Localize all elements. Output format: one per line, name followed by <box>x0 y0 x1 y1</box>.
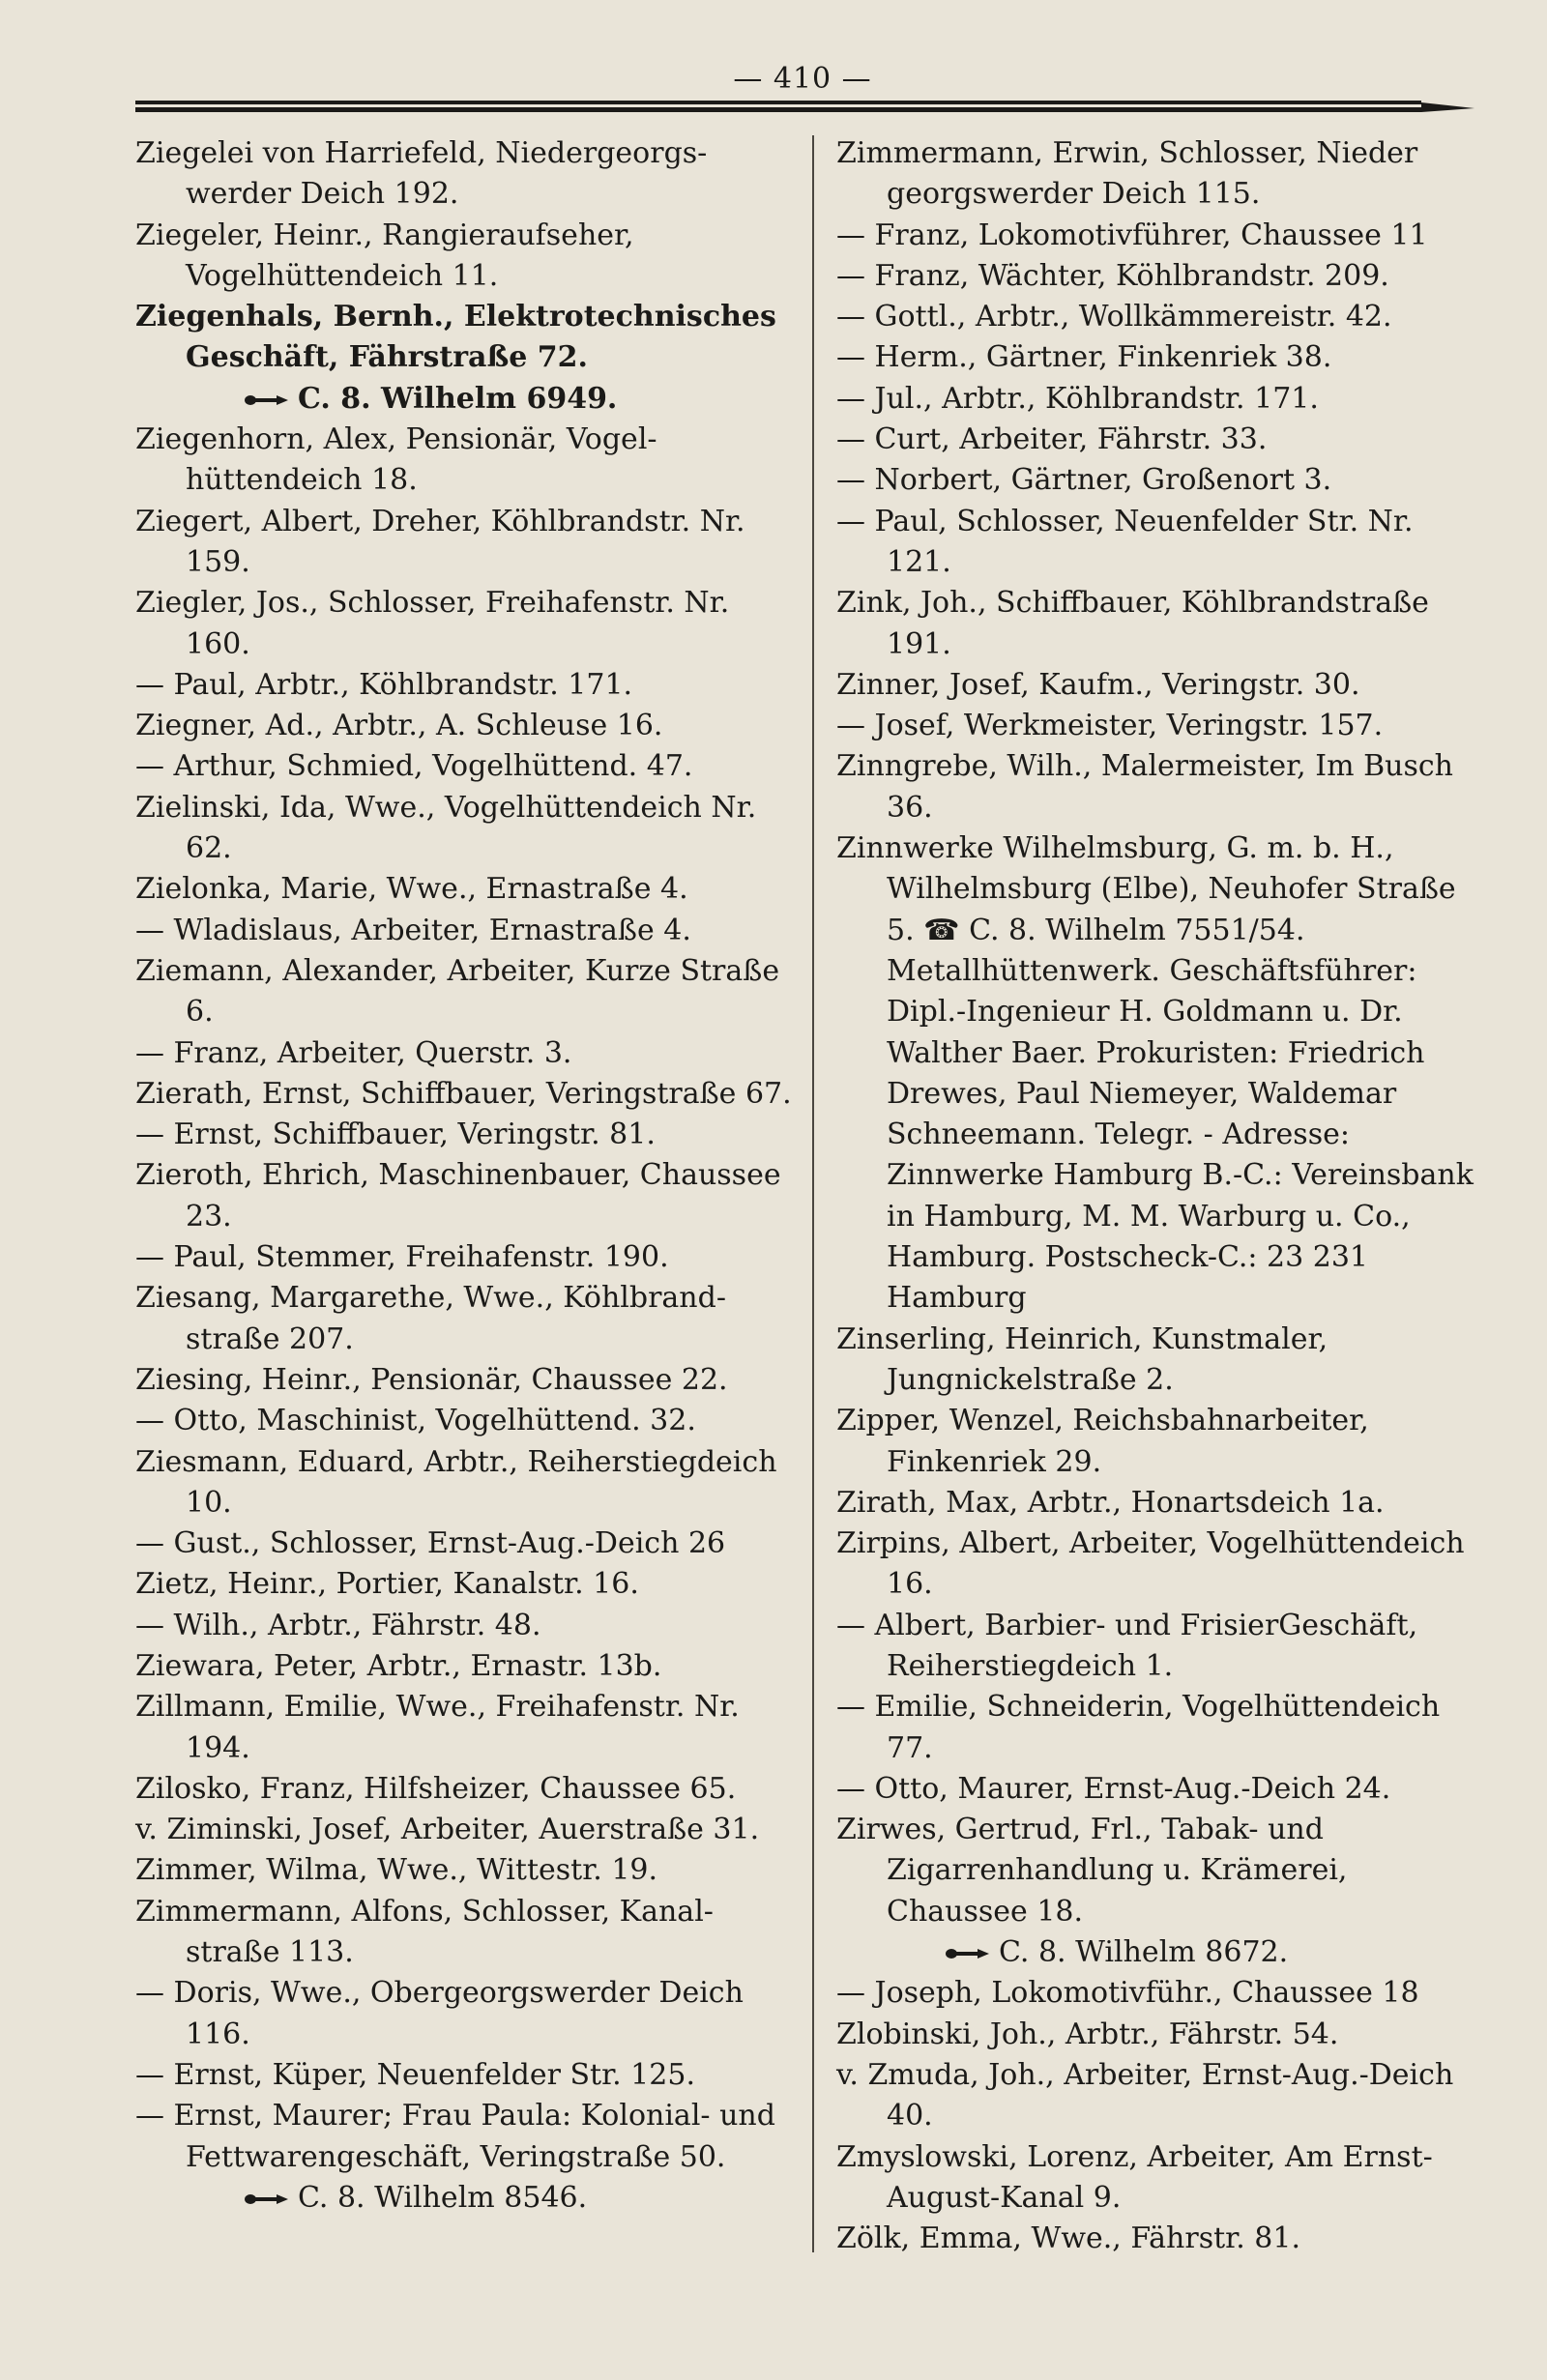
directory-entry: — Franz, Lokomotivführer, Chaussee 11 <box>836 218 1428 252</box>
directory-entry: Zieroth, Ehrich, Maschinenbauer, Chaussee 23. <box>135 1158 781 1234</box>
directory-entry: Zielinski, Ida, Wwe., Vogelhüttendeich Nr. 62. <box>135 790 757 866</box>
directory-entry: — Herm., Gärtner, Finkenriek 38. <box>836 340 1332 375</box>
directory-entry: — Ernst, Küper, Neuenfelder Str. 125. <box>135 2057 695 2092</box>
directory-entry: Zmyslowski, Lorenz, Arbeiter, Am Ernst-August-Kanal 9. <box>836 2139 1433 2215</box>
phone-number: C. 8. Wilhelm 8546. <box>298 2180 588 2215</box>
directory-entry: — Curt, Arbeiter, Fährstr. 33. <box>836 422 1268 457</box>
directory-entry: Zilosko, Franz, Hilfsheizer, Chaussee 65. <box>135 1771 737 1806</box>
phone-number: C. 8. Wilhelm 6949. <box>298 381 618 416</box>
directory-entry: — Doris, Wwe., Obergeorgswerder Deich 116. <box>135 1976 744 2051</box>
directory-entry: v. Zmuda, Joh., Arbeiter, Ernst-Aug.-Deich 40. <box>836 2057 1454 2133</box>
directory-entry: — Paul, Schlosser, Neuenfelder Str. Nr. 121. <box>836 504 1414 579</box>
directory-entry: — Gottl., Arbtr., Wollkämmereistr. 42. <box>836 300 1392 334</box>
telephone-icon <box>244 393 290 407</box>
directory-entry: Ziewara, Peter, Arbtr., Ernastr. 13b. <box>135 1648 662 1683</box>
directory-entry: — Wilh., Arbtr., Fährstr. 48. <box>135 1608 541 1642</box>
directory-entry: Zimmermann, Alfons, Schlosser, Kanalstraße 113. <box>135 1894 714 1970</box>
directory-entry: — Albert, Barbier- und FrisierGeschäft, Reiherstiegdeich 1. <box>836 1608 1418 1683</box>
phone-line <box>836 1932 1479 1973</box>
column-divider <box>812 135 814 2252</box>
directory-entry: Zietz, Heinr., Portier, Kanalstr. 16. <box>135 1567 639 1602</box>
directory-entry: v. Ziminski, Josef, Arbeiter, Auerstraße 31. <box>135 1813 760 1847</box>
directory-entry: — Jul., Arbtr., Köhlbrandstr. 171. <box>836 381 1319 416</box>
directory-entry: — Gust., Schlosser, Ernst-Aug.-Deich 26 <box>135 1526 726 1561</box>
directory-entry: Zimmer, Wilma, Wwe., Wittestr. 19. <box>135 1853 658 1888</box>
directory-entry: — Paul, Arbtr., Köhlbrandstr. 171. <box>135 667 633 702</box>
telephone-icon <box>945 1947 991 1960</box>
phone-number: C. 8. Wilhelm 8672. <box>999 1935 1289 1970</box>
phone-line <box>135 379 795 420</box>
telephone-icon <box>244 2192 290 2206</box>
directory-entry: Ziesang, Margarethe, Wwe., Köhlbrandstraße 207. <box>135 1281 726 1356</box>
directory-entry: Zirpins, Albert, Arbeiter, Vogelhüttendeich 16. <box>836 1526 1465 1602</box>
directory-entry: Ziegner, Ad., Arbtr., A. Schleuse 16. <box>135 709 663 743</box>
directory-entry: Zierath, Ernst, Schiffbauer, Veringstraße 67. <box>135 1076 792 1111</box>
directory-entry: Zimmermann, Erwin, Schlosser, Nieder georgswerder Deich 115. <box>836 136 1418 212</box>
directory-entry: Zink, Joh., Schiffbauer, Köhlbrandstraße 191. <box>836 586 1429 661</box>
directory-entry: Ziegert, Albert, Dreher, Köhlbrandstr. Nr. 159. <box>135 504 745 579</box>
directory-entry: Ziegelei von Harriefeld, Niedergeorgswerder Deich 192. <box>135 136 708 212</box>
directory-entry: — Ernst, Maurer; Frau Paula: Kolonial- und Fettwarengeschäft, Veringstraße 50. <box>135 2099 775 2174</box>
directory-entry: Zinnwerke Wilhelmsburg, G. m. b. H., Wilhelmsburg (Elbe), Neuhofer Straße 5. ☎ C. 8. Wilhelm 7551/54. Metallhüttenwerk. Geschäftsführer: Dipl.-Ingenieur H. Goldmann u. Dr. Walther Baer. Prokuristen: Friedrich Drewes, Paul Niemeyer, Waldemar Schneemann. Telegr. - Adresse: Zinnwerke Hamburg B.-C.: Vereinsbank in Hamburg, M. M. Warburg u. Co., Hamburg. Postscheck-C.: 23 231 Hamburg <box>836 831 1474 1316</box>
directory-entry: — Wladislaus, Arbeiter, Ernastraße 4. <box>135 913 691 947</box>
directory-entry: — Franz, Arbeiter, Querstr. 3. <box>135 1035 572 1070</box>
directory-entry: — Norbert, Gärtner, Großenort 3. <box>836 463 1332 498</box>
directory-entry: Zinserling, Heinrich, Kunstmaler, Jungnickelstraße 2. <box>836 1321 1328 1397</box>
directory-entry: Ziegenhals, Bernh., Elektrotechnisches Geschäft, Fährstraße 72. <box>135 300 776 375</box>
directory-entry: — Paul, Stemmer, Freihafenstr. 190. <box>135 1240 669 1275</box>
phone-line <box>135 2178 795 2219</box>
page-number: — 410 — <box>733 62 872 96</box>
directory-entry: Zlobinski, Joh., Arbtr., Fährstr. 54. <box>836 2017 1339 2051</box>
directory-entry: Zinngrebe, Wilh., Malermeister, Im Busch 36. <box>836 749 1453 825</box>
directory-entry: Ziegenhorn, Alex, Pensionär, Vogelhüttendeich 18. <box>135 422 657 498</box>
directory-entry: Ziemann, Alexander, Arbeiter, Kurze Straße 6. <box>135 953 780 1030</box>
directory-entry: Ziesing, Heinr., Pensionär, Chaussee 22. <box>135 1362 728 1397</box>
directory-entry: Zinner, Josef, Kaufm., Veringstr. 30. <box>836 667 1360 702</box>
directory-entry: Zirath, Max, Arbtr., Honartsdeich 1a. <box>836 1485 1385 1520</box>
directory-entry: Ziegeler, Heinr., Rangieraufseher, Vogelhüttendeich 11. <box>135 218 634 293</box>
directory-entry: — Joseph, Lokomotivführ., Chaussee 18 <box>836 1976 1419 2011</box>
directory-entry: Zipper, Wenzel, Reichsbahnarbeiter, Finkenriek 29. <box>836 1404 1369 1479</box>
directory-entry: Zölk, Emma, Wwe., Fährstr. 81. <box>836 2221 1300 2256</box>
directory-entry: — Ernst, Schiffbauer, Veringstr. 81. <box>135 1117 656 1152</box>
header-rule <box>135 101 1479 114</box>
directory-entry: Zirwes, Gertrud, Frl., Tabak- und Zigarrenhandlung u. Krämerei, Chaussee 18. <box>836 1813 1348 1929</box>
left-column <box>135 133 795 2219</box>
directory-entry: — Arthur, Schmied, Vogelhüttend. 47. <box>135 749 693 784</box>
directory-entry: Ziegler, Jos., Schlosser, Freihafenstr. Nr. 160. <box>135 586 730 661</box>
directory-entry: — Emilie, Schneiderin, Vogelhüttendeich 77. <box>836 1690 1441 1765</box>
directory-entry: — Otto, Maschinist, Vogelhüttend. 32. <box>135 1404 696 1438</box>
directory-entry: Ziesmann, Eduard, Arbtr., Reiherstiegdeich 10. <box>135 1444 777 1520</box>
directory-entry: Zillmann, Emilie, Wwe., Freihafenstr. Nr. 194. <box>135 1690 740 1765</box>
right-column <box>836 133 1479 2259</box>
directory-entry: — Otto, Maurer, Ernst-Aug.-Deich 24. <box>836 1771 1391 1806</box>
directory-entry: — Franz, Wächter, Köhlbrandstr. 209. <box>836 258 1389 293</box>
directory-entry: Zielonka, Marie, Wwe., Ernastraße 4. <box>135 872 688 907</box>
directory-entry: — Josef, Werkmeister, Veringstr. 157. <box>836 709 1384 743</box>
